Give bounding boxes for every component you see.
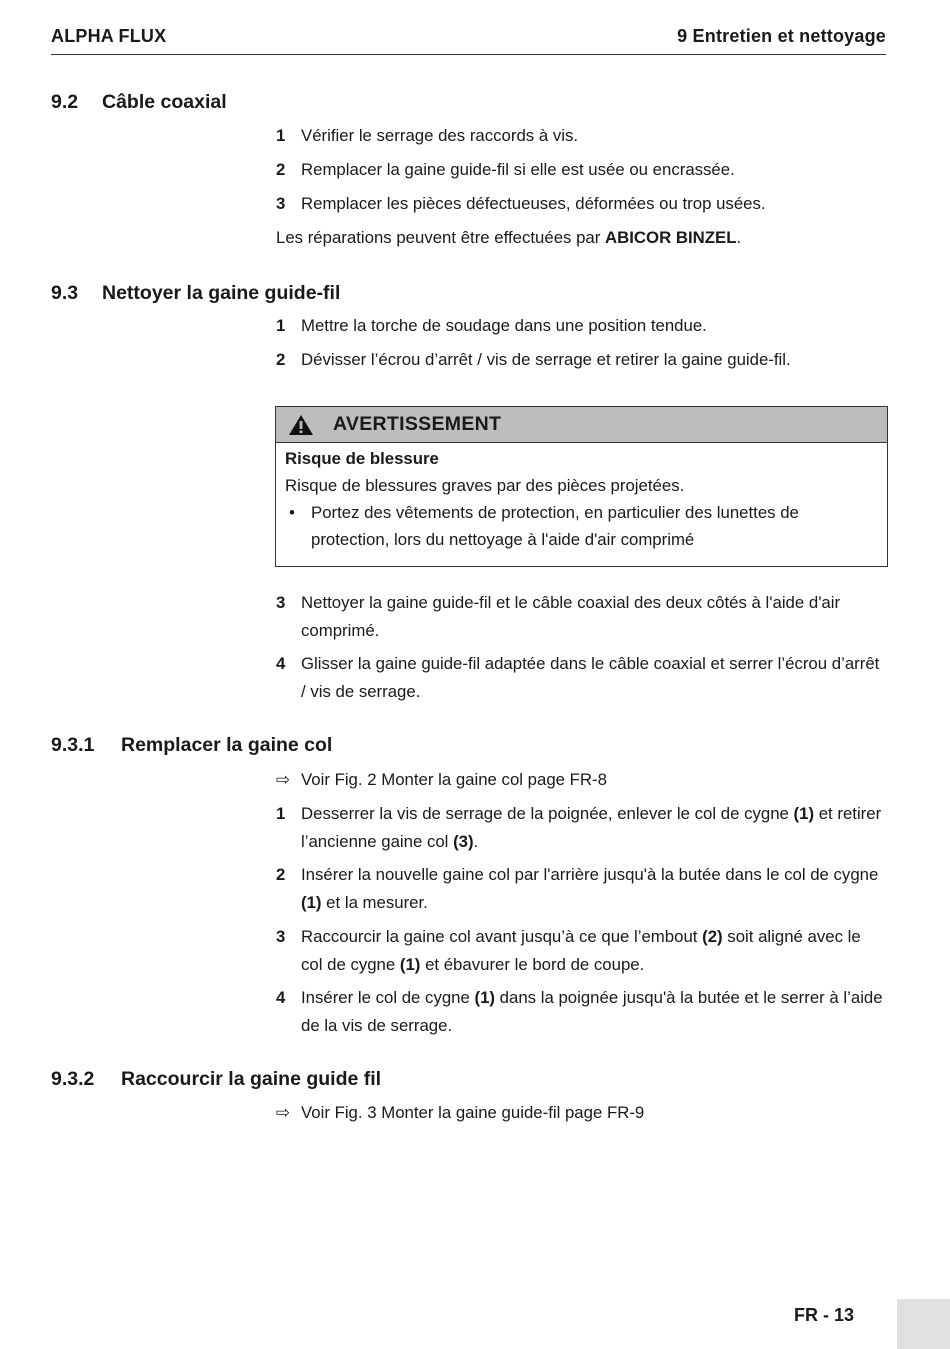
- step-text: [301, 861, 886, 917]
- company-name: ABICOR BINZEL: [605, 228, 737, 247]
- list-item: [276, 312, 886, 340]
- callout-ref: (1): [399, 955, 421, 974]
- section-heading-9-3-2: [51, 1068, 382, 1091]
- warning-subtitle: Risque de blessure: [285, 449, 439, 468]
- warning-title: AVERTISSEMENT: [333, 413, 502, 435]
- section-title: Nettoyer la gaine guide-fil: [102, 282, 341, 304]
- list-item: [276, 156, 886, 184]
- step-text: Nettoyer la gaine guide-fil et le câble coaxial des deux côtés à l'aide d'air comprimé.: [301, 593, 841, 640]
- figure-reference-text: Voir Fig. 2 Monter la gaine col page FR-8: [301, 770, 607, 789]
- step-number: 1: [276, 126, 286, 145]
- step-number: 3: [276, 194, 286, 213]
- step-text: [301, 800, 886, 856]
- list-item: [276, 122, 886, 150]
- page-side-tab: [897, 1299, 950, 1349]
- callout-ref: (3): [453, 832, 474, 851]
- step-text-part: et la mesurer.: [321, 893, 428, 912]
- step-text-part: et retirer l’ancienne gaine col: [301, 804, 882, 851]
- step-text-part: Insérer le col de cygne: [301, 988, 475, 1007]
- step-number: 4: [276, 988, 286, 1007]
- step-text-part: Desserrer la vis de serrage de la poignée, enlever le col de cygne: [301, 804, 794, 823]
- step-text-part: soit aligné avec le col de cygne: [301, 927, 861, 974]
- step-number: 3: [276, 927, 286, 946]
- list-item: [276, 984, 886, 1040]
- step-text: Glisser la gaine guide-fil adaptée dans le câble coaxial et serrer l’écrou d’arrêt / vis de serrage.: [301, 654, 880, 701]
- list-item: [276, 589, 886, 645]
- warning-bullet-text: Portez des vêtements de protection, en particulier des lunettes de protection, lors du nettoyage à l'aide d'air comprimé: [311, 503, 799, 549]
- section-number: 9.2: [51, 91, 79, 113]
- section-title: Câble coaxial: [102, 91, 227, 113]
- callout-ref: (1): [793, 804, 815, 823]
- step-text: Remplacer les pièces défectueuses, déformées ou trop usées.: [301, 194, 766, 213]
- warning-bullet: [285, 499, 875, 553]
- bullet-icon: •: [289, 503, 295, 522]
- list-item: [276, 650, 886, 706]
- figure-reference-text: Voir Fig. 3 Monter la gaine guide-fil page FR-9: [301, 1103, 645, 1122]
- step-text-part: et ébavurer le bord de coupe.: [420, 955, 645, 974]
- step-number: 4: [276, 654, 286, 673]
- section-number: 9.3.2: [51, 1068, 95, 1090]
- arrow-right-icon: ⇨: [276, 770, 291, 789]
- section-heading-9-2: [51, 91, 227, 114]
- warning-triangle-icon: [288, 414, 314, 436]
- list-item: [276, 800, 886, 856]
- step-number: 2: [276, 160, 286, 179]
- section-heading-9-3: [51, 282, 341, 305]
- figure-reference: [276, 1099, 886, 1127]
- list-item: [276, 346, 886, 374]
- warning-header: [276, 407, 887, 443]
- note-text: Les réparations peuvent être effectuées par: [276, 228, 606, 247]
- header-chapter-title: 9 Entretien et nettoyage: [677, 26, 886, 46]
- warning-body: [285, 445, 875, 553]
- callout-ref: (2): [702, 927, 723, 946]
- figure-reference: [276, 766, 886, 794]
- arrow-right-icon: ⇨: [276, 1103, 291, 1122]
- warning-box: [275, 406, 888, 567]
- step-number: 1: [276, 804, 286, 823]
- list-item: [276, 861, 886, 917]
- note-end: .: [736, 228, 742, 247]
- step-text: Mettre la torche de soudage dans une position tendue.: [301, 316, 707, 335]
- step-text: Vérifier le serrage des raccords à vis.: [301, 126, 578, 145]
- section-heading-9-3-1: [51, 734, 333, 757]
- header-product-name: ALPHA FLUX: [51, 26, 167, 46]
- header-divider: [51, 54, 886, 55]
- step-text: [301, 923, 886, 979]
- step-number: 2: [276, 865, 286, 884]
- section-number: 9.3.1: [51, 734, 95, 756]
- page-number: FR - 13: [793, 1305, 854, 1325]
- step-text-part: Raccourcir la gaine col avant jusqu’à ce que l’embout: [301, 927, 703, 946]
- step-number: 2: [276, 350, 286, 369]
- step-text: Remplacer la gaine guide-fil si elle est usée ou encrassée.: [301, 160, 735, 179]
- callout-ref: (1): [474, 988, 496, 1007]
- step-text-part: dans la poignée jusqu'à la butée et le serrer à l’aide de la vis de serrage.: [301, 988, 883, 1035]
- list-item: [276, 923, 886, 979]
- step-text: Dévisser l’écrou d’arrêt / vis de serrage et retirer la gaine guide-fil.: [301, 350, 791, 369]
- warning-text: Risque de blessures graves par des pièces projetées.: [285, 476, 685, 495]
- step-text: [301, 984, 886, 1040]
- repair-note: [276, 224, 886, 252]
- step-text-part: .: [473, 832, 479, 851]
- section-number: 9.3: [51, 282, 79, 304]
- step-text-part: Insérer la nouvelle gaine col par l'arrière jusqu'à la butée dans le col de cygne: [301, 865, 879, 884]
- section-title: Raccourcir la gaine guide fil: [121, 1068, 382, 1090]
- step-number: 3: [276, 593, 286, 612]
- section-title: Remplacer la gaine col: [121, 734, 333, 756]
- list-item: [276, 190, 886, 218]
- step-number: 1: [276, 316, 286, 335]
- callout-ref: (1): [301, 893, 322, 912]
